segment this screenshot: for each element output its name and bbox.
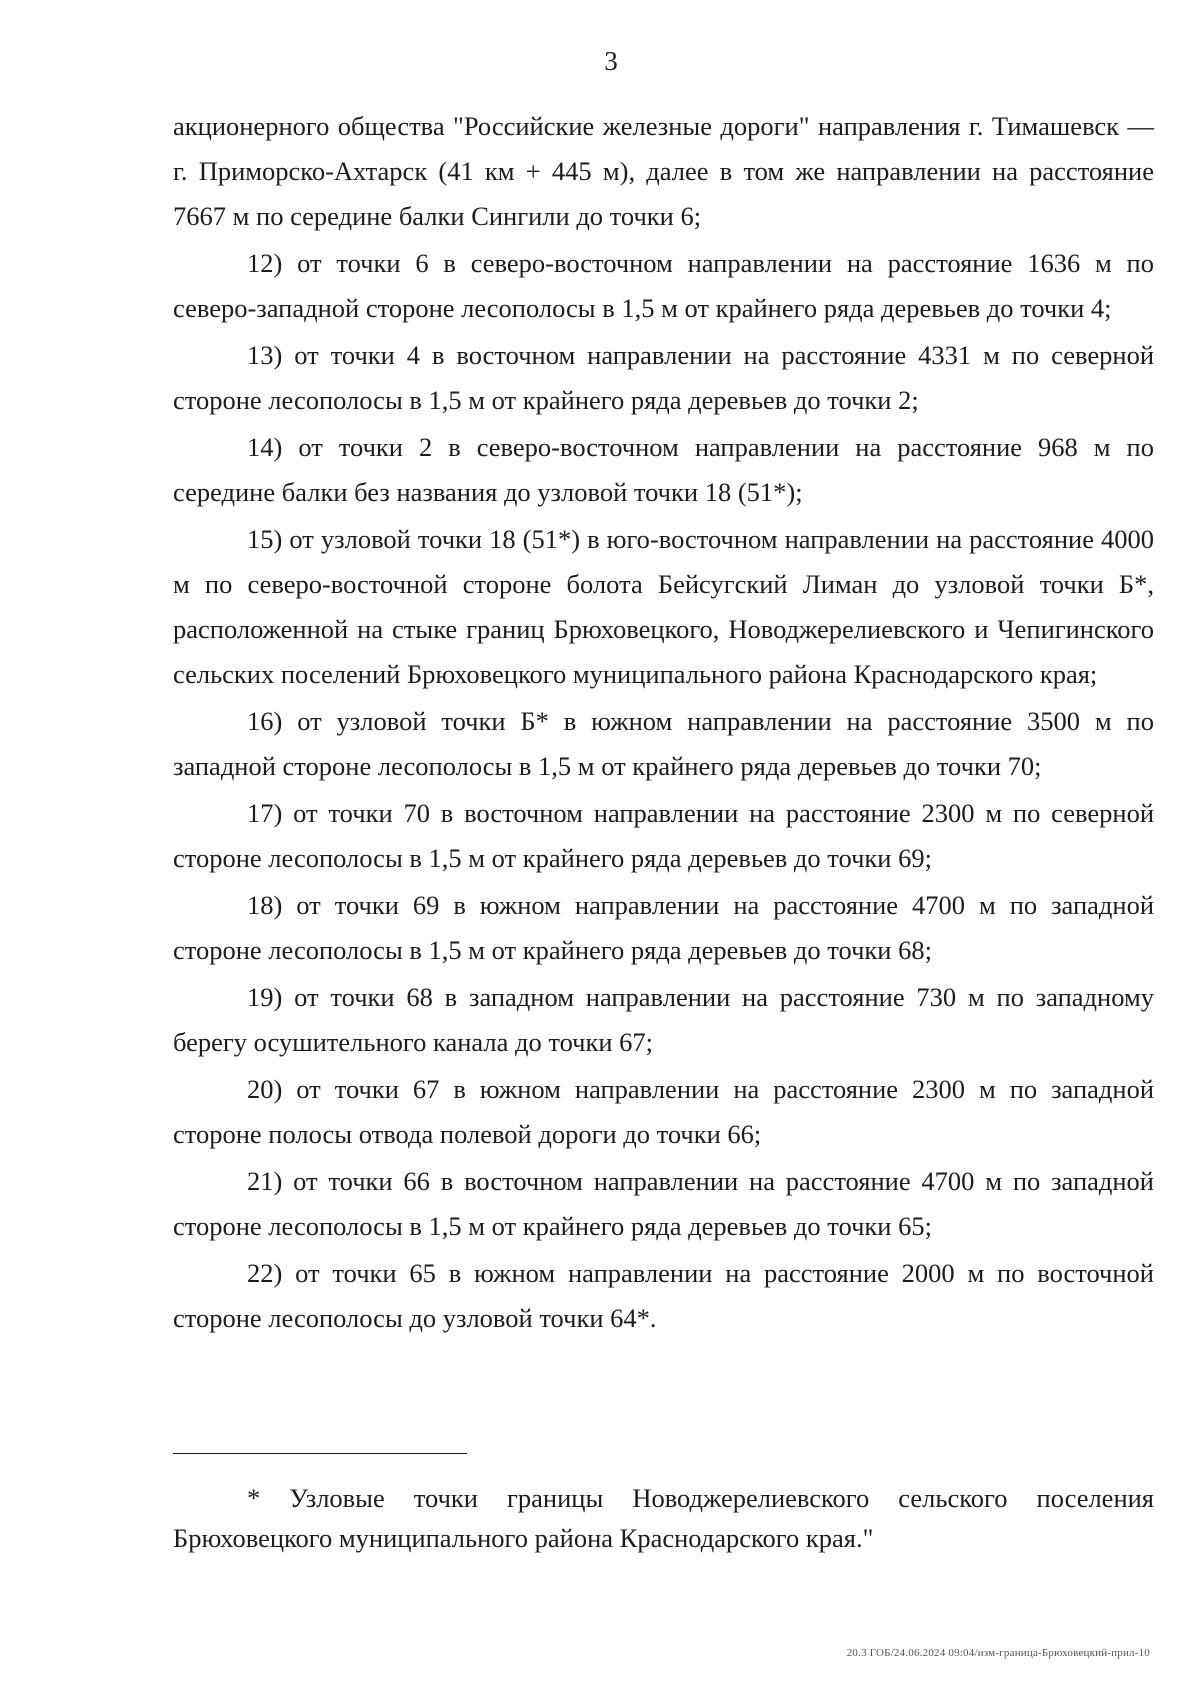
list-item-15: 15) от узловой точки 18 (51*) в юго-восточном направлении на расстояние 4000 м по северо-восточной стороне болота Бейсугский Лиман до узловой точки Б*, расположенной на стыке границ Брюховецкого, Новоджерелиевского и Чепигинского сельских поселений Брюховецкого муниципального района Краснодарского края;: [173, 524, 1154, 689]
document-body: [173, 104, 1154, 1341]
list-item-19: 19) от точки 68 в западном направлении на расстояние 730 м по западному берегу осушительного канала до точки 67;: [173, 982, 1154, 1057]
page-number: 3: [604, 46, 618, 76]
list-item-20: 20) от точки 67 в южном направлении на расстояние 2300 м по западной стороне полосы отвода полевой дороги до точки 66;: [173, 1074, 1154, 1149]
footnote-divider: [173, 1453, 467, 1454]
intro-paragraph: акционерного общества "Российские железные дороги" направления г. Тимашевск — г. Приморско-Ахтарск (41 км + 445 м), далее в том же направлении на расстояние 7667 м по середине балки Сингили до точки 6;: [173, 111, 1154, 231]
list-item-18: 18) от точки 69 в южном направлении на расстояние 4700 м по западной стороне лесополосы в 1,5 м от крайнего ряда деревьев до точки 68;: [173, 890, 1154, 965]
list-item-12: 12) от точки 6 в северо-восточном направлении на расстояние 1636 м по северо-западной стороне лесополосы в 1,5 м от крайнего ряда деревьев до точки 4;: [173, 248, 1154, 323]
list-item-17: 17) от точки 70 в восточном направлении на расстояние 2300 м по северной стороне лесополосы в 1,5 м от крайнего ряда деревьев до точки 69;: [173, 798, 1154, 873]
list-item-21: 21) от точки 66 в восточном направлении на расстояние 4700 м по западной стороне лесополосы в 1,5 м от крайнего ряда деревьев до точки 65;: [173, 1166, 1154, 1241]
list-item-14: 14) от точки 2 в северо-восточном направлении на расстояние 968 м по середине балки без названия до узловой точки 18 (51*);: [173, 432, 1154, 507]
list-item-16: 16) от узловой точки Б* в южном направлении на расстояние 3500 м по западной стороне лесополосы в 1,5 м от крайнего ряда деревьев до точки 70;: [173, 706, 1154, 781]
list-item-13: 13) от точки 4 в восточном направлении на расстояние 4331 м по северной стороне лесополосы в 1,5 м от крайнего ряда деревьев до точки 2;: [173, 340, 1154, 415]
list-item-22: 22) от точки 65 в южном направлении на расстояние 2000 м по восточной стороне лесополосы до узловой точки 64*.: [173, 1258, 1154, 1333]
footnote: * Узловые точки границы Новоджерелиевского сельского поселения Брюховецкого муниципального района Краснодарского края.": [173, 1483, 1154, 1553]
document-footer-stamp: 20.3 ГОБ/24.06.2024 09:04/изм-граница-Брюховецкий-прил-10: [846, 1647, 1150, 1659]
